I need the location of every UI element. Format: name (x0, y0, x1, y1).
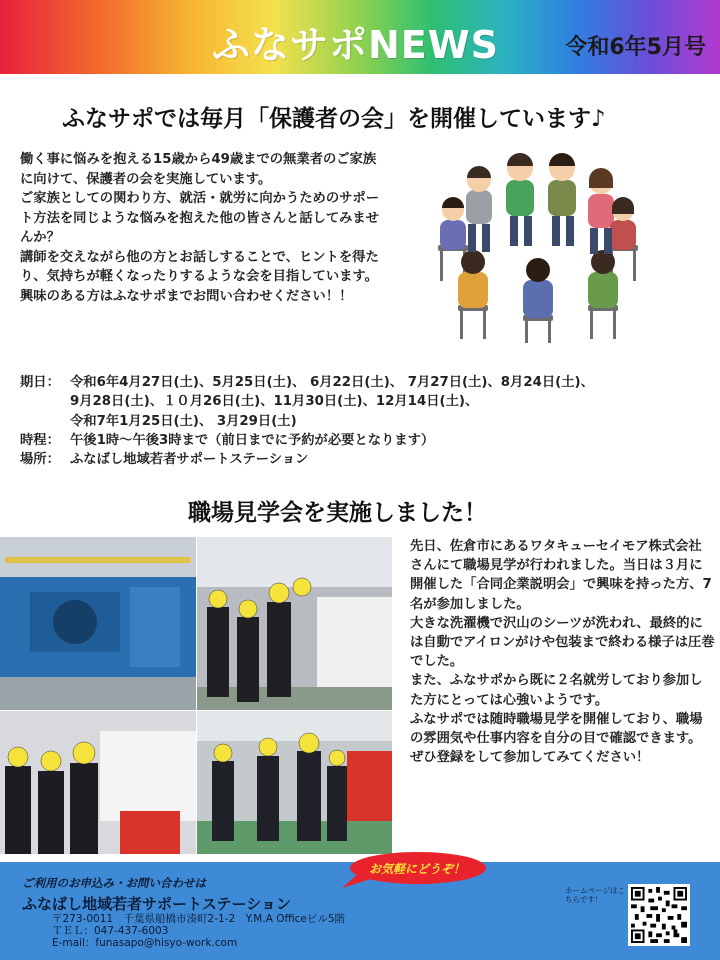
factory-photo-machine (0, 537, 196, 710)
time-label: 時程： (20, 432, 60, 448)
speech-bubble-text: お気軽にどうぞ！ (368, 862, 465, 876)
place-label: 場所： (20, 452, 60, 468)
section2-body (410, 537, 715, 767)
section2-heading: 職場見学会を実施しました！ (188, 500, 487, 526)
factory-photo-visitors (197, 537, 392, 710)
section2-paragraph: 大きな洗濯機で沢山のシーツが洗われ、最終的には自動でアイロンがけや包装まで終わる様子は圧巻でした。 (410, 615, 715, 670)
time-value: 午後1時～午後3時まで（前日までに予約が必要となります） (70, 432, 435, 448)
dates-label: 期日： (20, 375, 60, 390)
issue-date: 令和6年5月号 (565, 35, 706, 60)
dates-line: 令和7年1月25日(土)、 3月29日(土) (70, 413, 297, 429)
section1-body (20, 150, 388, 306)
section2-paragraph: ぜひ登録をして参加してみてください！ (410, 750, 650, 766)
section1-heading: ふなサポでは毎月「保護者の会」を開催しています♪ (62, 106, 606, 132)
qr-code-icon[interactable] (628, 884, 690, 946)
homepage-note: ホームページはこちらです！ (565, 886, 625, 904)
section2-paragraph: 先日、佐倉市にあるワタキューセイモア株式会社さんにて職場見学が行われました。当日は３月に開催した「合同企業説明会」で興味を持った方、7名が参加しました。 (410, 539, 712, 612)
header-banner (0, 0, 720, 74)
dates-value (70, 373, 710, 431)
dates-line: 令和6年4月27日(土)、5月25日(土)、 6月22日(土)、 7月27日(土)、8月24日(土)、 (70, 375, 594, 390)
dates-line: 9月28日(土)、１０月26日(土)、11月30日(土)、12月14日(土)、 (70, 394, 479, 410)
newsletter-title: ふなサポNEWS (212, 23, 500, 67)
footer-lead: ご利用のお申込み・お問い合わせは (22, 876, 206, 890)
section1-paragraph: 働く事に悩みを抱える15歳から49歳までの無業者のご家族に向けて、保護者の会を実施しています。 (20, 152, 377, 187)
place-value: ふなばし地域若者サポートステーション (70, 452, 309, 468)
footer-address: 〒273-0011 千葉県船橋市湊町2-1-2 Y.M.A Officeビル5階 (52, 913, 346, 925)
footer-org-name: ふなばし地域若者サポートステーション (22, 895, 291, 913)
section2-paragraph: ふなサポでは随時職場見学を開催しており、職場の雰囲気や仕事内容を自分の目で確認できます。 (410, 711, 703, 747)
footer-email[interactable]: E-mail：funasapo@hisyo-work.com (52, 937, 238, 949)
meeting-illustration (428, 150, 648, 345)
factory-photo-floor (197, 711, 392, 854)
section1-paragraph: ご家族としての関わり方、就活・就労に向かうためのサポート方法を同じような悩みを抱えた他の皆さんと話してみませんか？ (20, 191, 380, 245)
meeting-schedule (20, 373, 710, 469)
section2-paragraph: また、ふなサポから既に２名就労しており参加した方にとっては心強いようです。 (410, 673, 703, 708)
section1-paragraph: 興味のある方はふなサポまでお問い合わせください！！ (20, 288, 353, 304)
factory-photo-group (0, 711, 196, 854)
footer-tel: ＴＥＬ：047-437-6003 (52, 925, 169, 937)
section1-paragraph: 講師を交えながら他の方とお話しすることで、ヒントを得たり、気持ちが軽くなったりするような会を目指しています。 (20, 249, 379, 284)
